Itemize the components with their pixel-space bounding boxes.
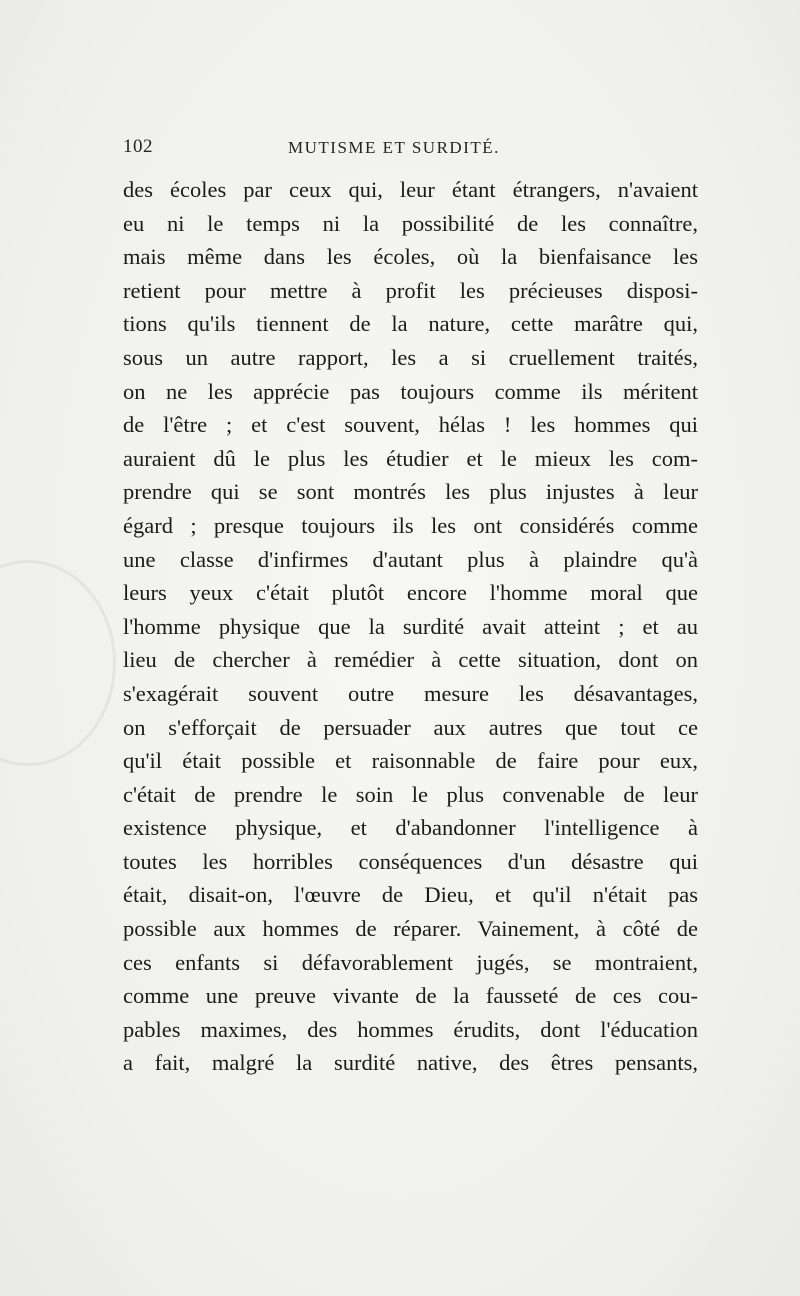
- text-line: retient pour mettre à profit les précieuses disposi-: [123, 277, 698, 303]
- text-line: on ne les apprécie pas toujours comme ils méritent: [123, 378, 698, 404]
- text-line: eu ni le temps ni la possibilité de les connaître,: [123, 210, 698, 236]
- text-line: on s'efforçait de persuader aux autres que tout ce: [123, 714, 698, 740]
- text-line: s'exagérait souvent outre mesure les désavantages,: [123, 680, 698, 706]
- text-line: prendre qui se sont montrés les plus injustes à leur: [123, 479, 698, 505]
- text-line: lieu de chercher à remédier à cette situation, dont on: [123, 647, 698, 673]
- text-line: possible aux hommes de réparer. Vainement, à côté de: [123, 916, 698, 942]
- text-line: qu'il était possible et raisonnable de faire pour eux,: [123, 748, 698, 774]
- text-line: était, disait-on, l'œuvre de Dieu, et qu'il n'était pas: [123, 882, 698, 908]
- text-line: des écoles par ceux qui, leur étant étrangers, n'avaient: [123, 177, 698, 202]
- body-text: [123, 173, 698, 1080]
- text-line: l'homme physique que la surdité avait atteint ; et au: [123, 613, 698, 639]
- text-line: mais même dans les écoles, où la bienfaisance les: [123, 244, 698, 270]
- text-line: une classe d'infirmes d'autant plus à plaindre qu'à: [123, 546, 698, 572]
- faded-library-stamp: [0, 560, 116, 766]
- text-line: tions qu'ils tiennent de la nature, cette marâtre qui,: [123, 311, 698, 337]
- running-title: MUTISME ET SURDITÉ.: [288, 138, 500, 157]
- text-line: existence physique, et d'abandonner l'intelligence à: [123, 815, 698, 841]
- text-line: a fait, malgré la surdité native, des êtres pensants,: [123, 1050, 698, 1076]
- page-number: 102: [123, 136, 153, 157]
- text-line: pables maximes, des hommes érudits, dont l'éducation: [123, 1016, 698, 1042]
- text-line: de l'être ; et c'est souvent, hélas ! les hommes qui: [123, 412, 698, 438]
- text-line: ces enfants si défavorablement jugés, se montraient,: [123, 949, 698, 975]
- text-line: comme une preuve vivante de la fausseté de ces cou-: [123, 983, 698, 1009]
- text-line: toutes les horribles conséquences d'un désastre qui: [123, 848, 698, 874]
- text-line: auraient dû le plus les étudier et le mieux les com-: [123, 445, 698, 471]
- text-line: c'était de prendre le soin le plus convenable de leur: [123, 781, 698, 807]
- text-line: égard ; presque toujours ils les ont considérés comme: [123, 512, 698, 538]
- text-line: sous un autre rapport, les a si cruellement traités,: [123, 344, 698, 370]
- text-line: leurs yeux c'était plutôt encore l'homme moral que: [123, 580, 698, 606]
- page-header: [123, 136, 698, 158]
